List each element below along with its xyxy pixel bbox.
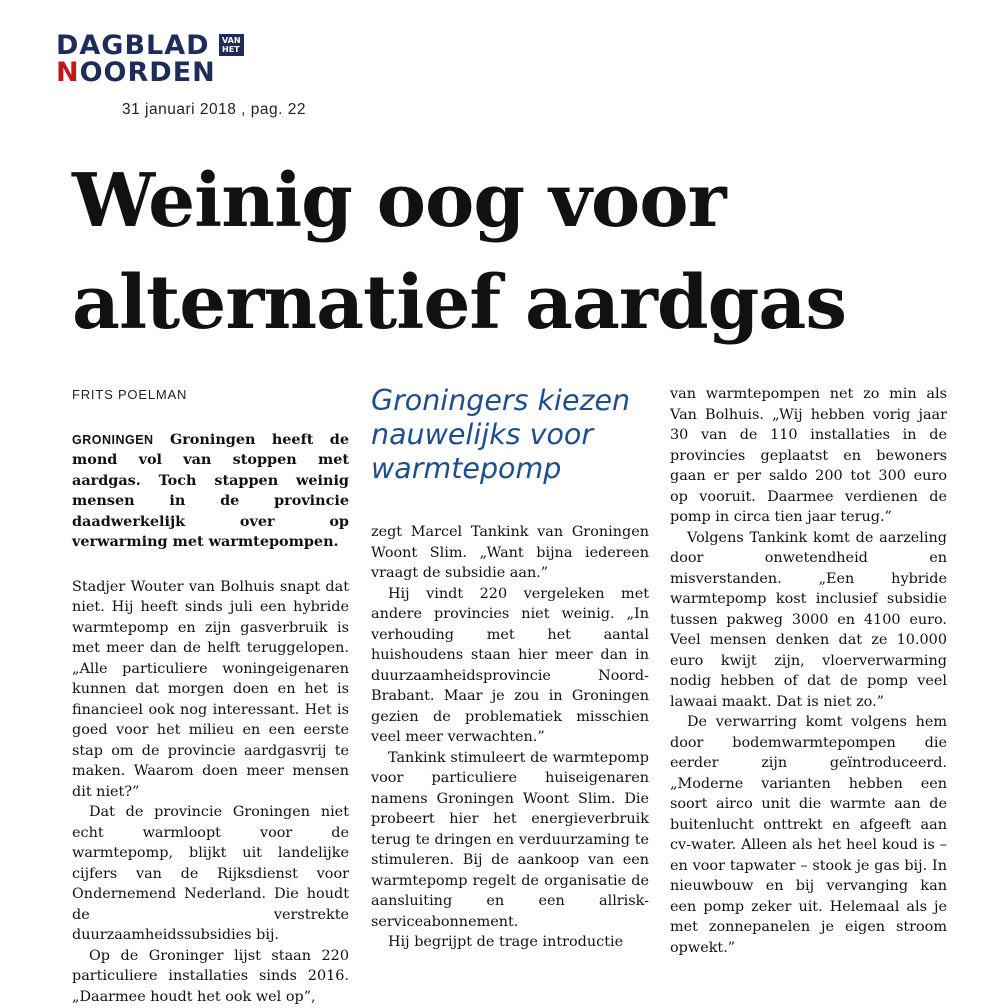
- body-paragraph: Hij vindt 220 vergeleken met andere provincies niet weinig. „In verhouding met het aantal huishoudens staan hier meer dan in duurzaamheidsprovincie Noord-Brabant. Maar je zou in Groningen gezien de problematiek misschien veel meer verwachten.”: [371, 585, 649, 745]
- logo-line-1: DAGBLAD: [56, 30, 210, 61]
- logo-initial: N: [56, 57, 80, 88]
- body-paragraph: Dat de provincie Groningen niet echt warmloopt voor de warmtepomp, blijkt uit landelijke cijfers van de Rijksdienst voor Ondernemend Nederland. Die houdt de verstrekte duurzaamheidssubsidies bij.: [72, 804, 349, 943]
- subheading: Groningers kiezen nauwelijks voor warmtepomp: [371, 384, 631, 485]
- lead-paragraph: [72, 430, 349, 553]
- article-column-3: [670, 384, 947, 958]
- body-paragraph: zegt Marcel Tankink van Groningen Woont Slim. „Want bijna iedereen vraagt de subsidie aan.”: [371, 524, 649, 581]
- dateline: GRONINGEN: [72, 432, 154, 447]
- lead-text: Groningen heeft de mond vol van stoppen met aardgas. Toch stappen weinig mensen in de provincie daadwerkelijk over op verwarming met warmtepompen.: [72, 430, 349, 550]
- logo-line-2-rest: OORDEN: [79, 57, 216, 88]
- publication-date: 31 januari 2018 , pag. 22: [122, 101, 306, 118]
- body-paragraph: De verwarring komt volgens hem door bodemwarmtepompen die eerder zijn geïntroduceerd. „Moderne varianten hebben een soort airco unit die warmte aan de buitenlucht onttrekt en afgeeft aan cv-water. Alleen als het heel koud is – en voor tapwater – stook je gas bij. In nieuwbouw en bij vervanging kan een pomp zeker uit. Helemaal als je met zonnepanelen je eigen stroom opwekt.”: [670, 714, 947, 956]
- logo-tag-van: VAN: [222, 36, 241, 45]
- byline: FRITS POELMAN: [72, 387, 188, 402]
- logo-line-2: [56, 59, 216, 86]
- newspaper-logo: [56, 30, 241, 88]
- body-paragraph: Hij begrijpt de trage introductie: [388, 934, 624, 950]
- headline: Weinig oog voor alternatief aardgas: [72, 158, 847, 346]
- article-column-1: [72, 384, 349, 1007]
- body-paragraph: van warmtepompen net zo min als Van Bolhuis. „Wij hebben vorig jaar 30 van de 110 installaties in de provincies geplaatst en bewoners gaan er per saldo 200 tot 300 euro op vooruit. Daarmee verdienen de pomp in circa tien jaar terug.”: [670, 386, 947, 525]
- body-paragraph: Op de Groninger lijst staan 220 particuliere installaties sinds 2016. „Daarmee houdt het ook wel op”,: [72, 947, 349, 1005]
- body-paragraph: Stadjer Wouter van Bolhuis snapt dat niet. Hij heeft sinds juli een hybride warmtepomp en zijn gasverbruik is met meer dan de helft teruggelopen. „Alle particuliere woningeigenaren kunnen dat morgen doen en het is financieel ook nog interessant. Het is goed voor het milieu en een eerste stap om de provincie aardgasvrij te maken. Waarom doen meer mensen dit niet?”: [72, 578, 349, 800]
- body-paragraph: Volgens Tankink komt de aarzeling door onwetendheid en misverstanden. „Een hybride warmtepomp kost inclusief subsidie tussen pakweg 3000 en 4100 euro. Veel mensen denken dat ze 10.000 euro kwijt zijn, vloerverwarming nodig hebben of dat de pomp veel lawaai maakt. Dat is niet zo.”: [670, 529, 947, 710]
- body-paragraph: Tankink stimuleert de warmtepomp voor particuliere huiseigenaren namens Groningen Woont Slim. Die probeert hier het energieverbruik terug te dringen en verduurzaming te stimuleren. Bij de aankoop van een warmtepomp regelt de organisatie de aansluiting en een allrisk-serviceabonnement.: [371, 749, 649, 930]
- logo-van-het-tag: [219, 34, 244, 56]
- article-column-2: [371, 384, 649, 953]
- logo-tag-het: HET: [222, 45, 240, 54]
